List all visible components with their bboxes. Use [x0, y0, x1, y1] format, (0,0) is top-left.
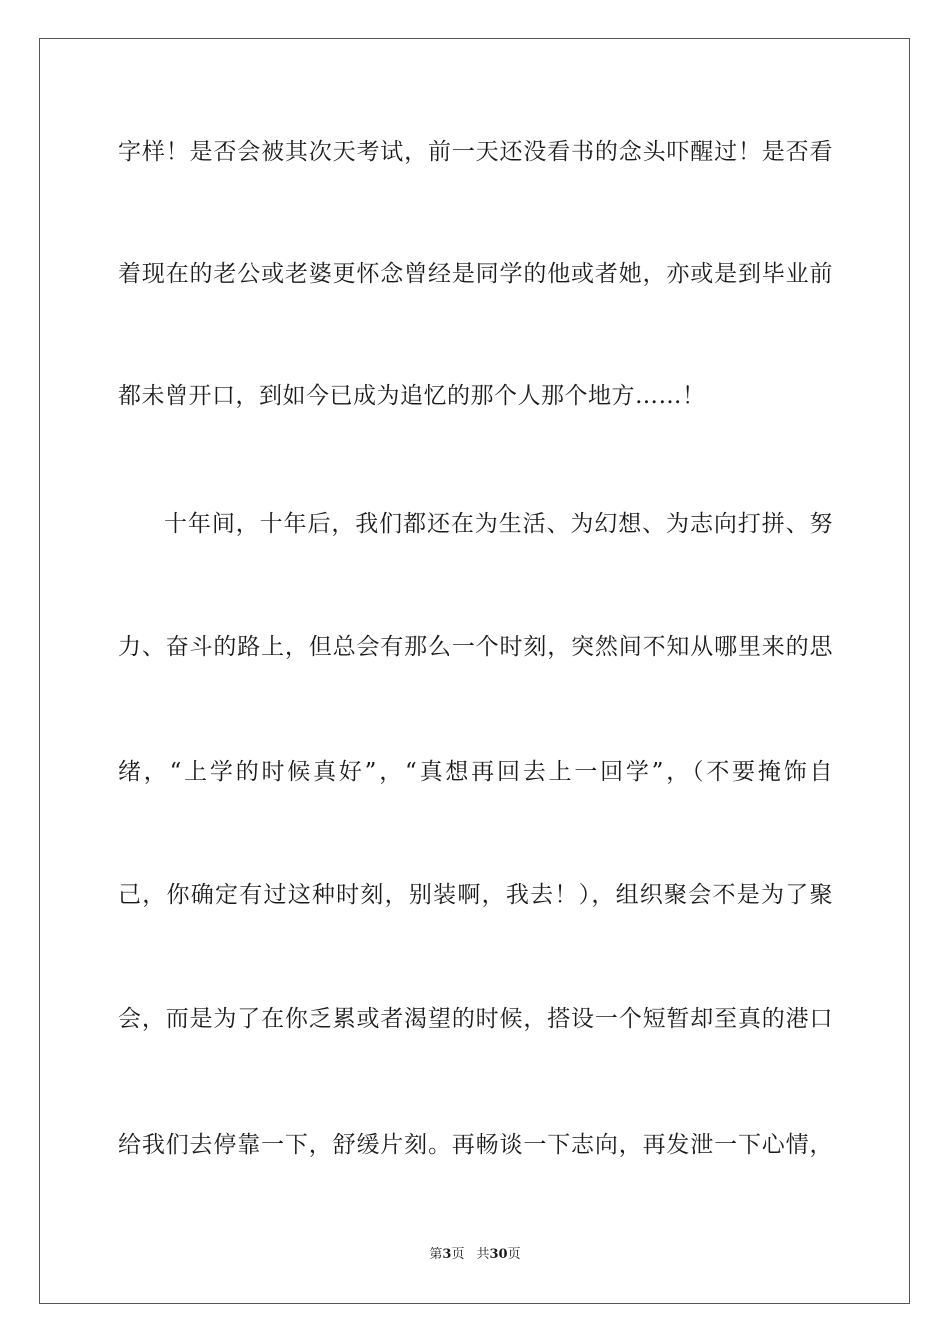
text-line: 己，你确定有过这种时刻，别装啊，我去！），组织聚会不是为了聚 — [118, 882, 833, 908]
text-line: 都未曾开口，到如今已成为追忆的那个人那个地方……！ — [118, 383, 706, 409]
text-line: 着现在的老公或老婆更怀念曾经是同学的他或者她，亦或是到毕业前 — [118, 261, 833, 287]
total-suffix: 页 — [507, 1247, 521, 1262]
page-number: 3 — [442, 1247, 452, 1262]
page-footer — [0, 1246, 950, 1264]
page-suffix: 页 — [451, 1247, 465, 1262]
text-line: 力、奋斗的路上，但总会有那么一个时刻，突然间不知从哪里来的思 — [118, 634, 833, 660]
page-prefix: 第 — [429, 1247, 443, 1262]
page-border — [39, 38, 910, 1304]
text-line: 字样！是否会被其次天考试，前一天还没看书的念头吓醒过！是否看 — [118, 139, 833, 165]
text-line-paragraph-start: 十年间，十年后，我们都还在为生活、为幻想、为志向打拼、努 — [164, 511, 833, 537]
text-line: 给我们去停靠一下，舒缓片刻。再畅谈一下志向，再发泄一下心情， — [118, 1132, 833, 1158]
total-pages: 30 — [489, 1247, 508, 1262]
text-line: 会，而是为了在你乏累或者渴望的时候，搭设一个短暂却至真的港口 — [118, 1006, 833, 1032]
text-line: 绪，“上学的时候真好”，“真想再回去上一回学”，（不要掩饰自 — [118, 759, 833, 785]
total-prefix: 共 — [476, 1247, 490, 1262]
